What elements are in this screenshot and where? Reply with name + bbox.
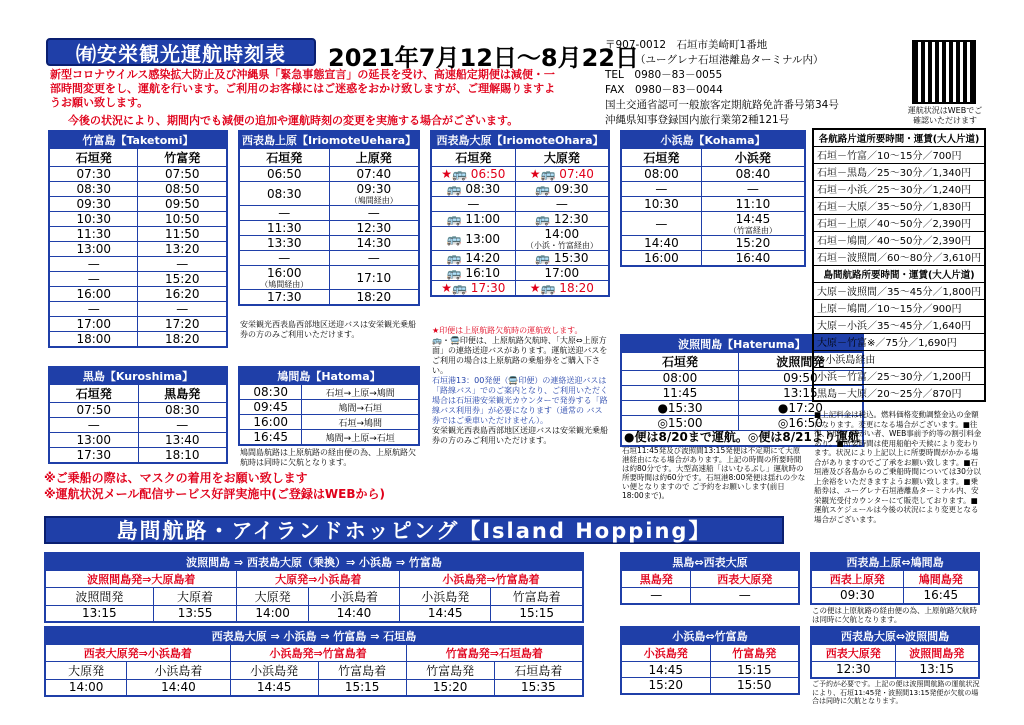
col-header: 石垣発: [49, 385, 138, 403]
col-header: 西表大原発: [691, 571, 799, 588]
uehara-note: 安栄観光西表島西部地区送迎バスは安栄観光乗船券の方のみご利用いただけます。: [240, 320, 416, 339]
time-cell: 14:00: [45, 680, 127, 696]
building: （ユーグレナ石垣港離島ターミナル内）: [635, 54, 824, 66]
ohara-timetable: [430, 130, 610, 297]
fax: FAX 0980－83－0044: [605, 84, 723, 96]
col-header: 小浜島着: [308, 588, 399, 606]
time-cell: 13:15: [738, 386, 862, 401]
time-cell: 13:15: [45, 606, 153, 622]
fare-row: [813, 384, 985, 401]
time-cell: 🚌 11:00: [431, 212, 515, 227]
col-header: 大原着: [153, 588, 237, 606]
col-header: 小浜島発: [621, 645, 710, 662]
hateruma-legend: ●便は8/20まで運航。◎便は8/21より運航: [621, 431, 863, 446]
time-cell: ◎15:00: [621, 416, 738, 431]
time-cell: —: [621, 212, 701, 236]
segment-title: 小浜島発⇒竹富島着: [230, 645, 406, 662]
hateruma-note: 石垣11:45発及び波照間13:15発便は不定期にて大原港経由になる場合があります。上記の時間の所要時間は約80分です。大型高速船「はいむるぶし」運航時の所要時間は約60分です。石垣港8:00発便は揺れの少ない便となりますので ご予約をお願いします(前日18:00まで)。: [622, 446, 806, 500]
time-cell: 15:20: [621, 678, 710, 694]
kuroshima-timetable: [48, 366, 228, 464]
timetable-row: [431, 182, 609, 197]
fare-notes: ■上記料金は税込。燃料価格変動調整金込の金額になります。変更になる場合がございます。■往復、団体、障がい者、WEB事前予約等の割引料金あり。■所要時間は使用船舶や天候により変わります。状況により上記以上に所要時間がかかる場合がありますのでご了承をお願い致します。■石垣港及び各島からのご乗船時間については30分以上余裕をいただきますようお願い致します。■乗船券は、ユーグレナ石垣港離島ターミナル内、安栄観光受付カウンターにて販売しております。■運航スケジュールは今後の状況により変更となる場合がございます。: [814, 410, 982, 524]
time-cell: 15:15: [491, 606, 583, 622]
via-label: （鳩間経由）: [260, 280, 309, 289]
time-cell: ★🚌 06:50: [431, 167, 515, 182]
time-cell: —: [49, 272, 138, 287]
ohara-note-2: 安栄観光西表島西部地区送迎バスは安栄観光乗船券の方のみご利用いただけます。: [432, 426, 608, 445]
segment-title: 波照間島発⇒大原島着: [45, 571, 237, 588]
col-header: 鳩間島発: [903, 571, 979, 588]
timetable-row: [621, 212, 805, 236]
timetable-row: [239, 415, 419, 430]
timetable-row: [49, 332, 227, 348]
time-cell: 09:50: [738, 371, 862, 386]
kuroshima-title: 黒島【Kuroshima】: [49, 367, 227, 385]
fare-cell: 石垣－小浜／25～30分／1,240円: [813, 180, 985, 197]
time-cell: 🚌 14:20: [431, 251, 515, 266]
fare-cell: 大原－波照間／35～45分／1,800円: [813, 282, 985, 299]
col-header: 波照間島発: [895, 645, 979, 662]
fare-row: [813, 146, 985, 163]
time-cell: 10:50: [138, 212, 227, 227]
time-cell: 09:30: [811, 588, 903, 604]
company-info: [605, 38, 905, 128]
time-cell: 15:50: [710, 678, 799, 694]
timetable-row: [239, 182, 419, 206]
timetable-row: [431, 281, 609, 297]
fare-table: [812, 128, 986, 402]
col-header: 波照間発: [45, 588, 153, 606]
hatoma-timetable: [238, 366, 420, 446]
taketomi-rows: [49, 167, 227, 348]
time-cell: —: [329, 251, 419, 266]
fare-header: 各航路片道所要時間・運賃(大人片道): [813, 129, 985, 146]
segment-title: 小浜島発⇒竹富島着: [400, 571, 583, 588]
fare-cell: 石垣－大原／35～50分／1,830円: [813, 197, 985, 214]
hatoma-note: 鳩間島航路は上原航路の経由便の為、上原航路欠航時は同時に欠航となります。: [240, 448, 416, 467]
kohama-rows: [621, 167, 805, 267]
time-cell: 石垣→鳩間: [302, 415, 419, 430]
via-label: （竹富経由）: [728, 226, 777, 235]
time-cell: 17:10: [329, 266, 419, 290]
fare-cell: 石垣－黒島／25～30分／1,340円: [813, 163, 985, 180]
timetable-row: [239, 167, 419, 182]
col-header: 石垣島着: [494, 662, 583, 680]
timetable-row: [49, 302, 227, 317]
time-cell: 鳩間→上原→石垣: [302, 430, 419, 446]
time-cell: 🚌 16:10: [431, 266, 515, 281]
time-cell: 15:20: [406, 680, 494, 696]
timetable-row: [431, 227, 609, 251]
route-title: 小浜島⇔竹富島: [621, 627, 799, 645]
time-cell: 11:30: [49, 227, 138, 242]
fare-row: [813, 231, 985, 248]
time-cell: 08:30: [138, 403, 227, 418]
timetable-row: [239, 400, 419, 415]
col-header: 竹富島着: [491, 588, 583, 606]
timetable-row: [239, 206, 419, 221]
timetable-row: [239, 430, 419, 446]
timetable-row: [239, 266, 419, 290]
kuroshima-rows: [49, 403, 227, 464]
time-cell: 13:00: [49, 433, 138, 448]
time-cell: 09:45: [239, 400, 302, 415]
time-cell: 14:00: [237, 606, 308, 622]
timetable-row: [239, 251, 419, 266]
time-cell: 🚌 15:30: [515, 251, 609, 266]
time-cell: ★🚌 17:30: [431, 281, 515, 297]
via-label: （小浜・竹富経由）: [525, 241, 598, 250]
time-cell: 16:45: [903, 588, 979, 604]
time-cell: —: [239, 206, 329, 221]
time-cell: 17:30: [49, 448, 138, 464]
fare-row: [813, 180, 985, 197]
time-cell: 08:30: [239, 385, 302, 400]
col-header: 石垣発: [621, 353, 738, 371]
time-cell: —: [329, 206, 419, 221]
time-cell: 08:30: [49, 182, 138, 197]
ohara-hateruma-table: [810, 626, 980, 679]
time-cell: 11:50: [138, 227, 227, 242]
timetable-row: [49, 317, 227, 332]
time-cell: 14:45: [400, 606, 491, 622]
segment-title: 大原発⇒小浜島着: [237, 571, 400, 588]
timetable-row: [49, 287, 227, 302]
fare-row: [813, 316, 985, 333]
uehara-title: 西表島上原【IriomoteUehara】: [239, 131, 419, 149]
timetable-row: [239, 236, 419, 251]
time-cell: ●15:30: [621, 401, 738, 416]
footnotes: [44, 470, 385, 502]
timetable-row: [621, 197, 805, 212]
time-cell: 13:55: [153, 606, 237, 622]
time-cell: —: [138, 302, 227, 317]
col-header: 小浜発: [701, 149, 805, 167]
timetable-row: [431, 167, 609, 182]
ohara-note: 🚌・🚍印便は、上原航路欠航時、「大原⇔上原方面」の連絡送迎バスがあります。運航送迎バスをご利用の場合は上原航路の乗船券をご購入下さい。: [432, 336, 608, 375]
timetable-row: [49, 197, 227, 212]
time-cell: 10:30: [621, 197, 701, 212]
fare-rows-a: [813, 146, 985, 265]
time-cell: 15:15: [710, 662, 799, 678]
route-title: 波照間島 ⇒ 西表島大原（乗換）⇒ 小浜島 ⇒ 竹富島: [45, 553, 583, 571]
timetable-row: [239, 221, 419, 236]
fare-cell: ※小浜島経由: [813, 350, 985, 367]
fare-row: [813, 367, 985, 384]
uehara-timetable: [238, 130, 420, 306]
time-cell: —: [621, 588, 691, 604]
notice-text: 新型コロナウイルス感染拡大防止及び沖縄県「緊急事態宣言」の延長を受け、高速船定期便は減便・一部時間変更をし、運航を行います。ご利用のお客様にはご迷惑をおかけ致しますが、ご理解賜りますようお願い致します。: [50, 68, 556, 109]
taketomi-title: 竹富島【Taketomi】: [49, 131, 227, 149]
time-cell: 16:00: [49, 287, 138, 302]
notice-text-2: 今後の状況により、期間内でも減便の追加や運航時刻の変更を実施する場合がございます。: [68, 114, 519, 127]
time-cell: 14:30: [329, 236, 419, 251]
time-cell: 石垣→上原→鳩間: [302, 385, 419, 400]
time-cell: 鳩間→石垣: [302, 400, 419, 415]
time-cell: 11:30: [239, 221, 329, 236]
time-cell: ●17:20: [738, 401, 862, 416]
time-cell: 17:30: [239, 290, 329, 306]
col-header: 石垣発: [239, 149, 329, 167]
qr-code-icon[interactable]: [912, 40, 976, 104]
col-header: 大原発: [45, 662, 127, 680]
time-cell: ◎16:50: [738, 416, 862, 431]
col-header: 竹富島発: [406, 662, 494, 680]
fare-cell: 上原－鳩間／10～15分／900円: [813, 299, 985, 316]
time-cell: 07:40: [329, 167, 419, 182]
col-header: 竹富発: [138, 149, 227, 167]
col-header: 西表上原発: [811, 571, 903, 588]
fare-cell: 大原－小浜／35～45分／1,640円: [813, 316, 985, 333]
timetable-row: [49, 212, 227, 227]
segment-title: 竹富島発⇒石垣島着: [406, 645, 583, 662]
hopping-route-1: [44, 552, 584, 623]
schedule-period: 2021年7月12日～8月22日: [328, 44, 639, 72]
time-cell: —: [49, 418, 138, 433]
segment-title: 西表大原発⇒小浜島着: [45, 645, 230, 662]
time-cell: 12:30: [811, 662, 895, 678]
time-cell: 13:00: [49, 242, 138, 257]
time-cell: 08:00: [621, 371, 738, 386]
time-cell: 15:35: [494, 680, 583, 696]
time-cell: —: [431, 197, 515, 212]
time-cell: 14:40: [127, 680, 230, 696]
fare-cell: 石垣－鳩間／40～50分／2,390円: [813, 231, 985, 248]
ohara-hateruma-note: ご予約が必要です。上記の便は波照間航路の運航状況により、石垣11:45発・波照間13:15発便が欠航の場合は同時に欠航となります。: [812, 680, 980, 705]
kohama-timetable: [620, 130, 806, 267]
time-cell: 08:40: [701, 167, 805, 182]
col-header: 小浜島発: [230, 662, 318, 680]
time-cell: ★🚌 07:40: [515, 167, 609, 182]
hateruma-title: 波照間島【Hateruma】: [621, 335, 863, 353]
fare-row: [813, 197, 985, 214]
time-cell: 07:50: [49, 403, 138, 418]
timetable-row: [431, 197, 609, 212]
qr-caption: 運航状況はWEBでご確認いただけます: [907, 106, 983, 125]
footnote-mail: ※運航状況メール配信サービス好評実施中(ご登録はWEBから): [44, 487, 385, 501]
hatoma-rows: [239, 385, 419, 446]
time-cell: 14:40: [621, 236, 701, 251]
time-cell: 08:30: [239, 182, 329, 206]
time-cell: 13:20: [138, 242, 227, 257]
kohama-title: 小浜島【Kohama】: [621, 131, 805, 149]
fare-cell: 石垣－波照間／60～80分／3,610円: [813, 248, 985, 265]
time-cell: 14:00 （小浜・竹富経由）: [515, 227, 609, 251]
time-cell: 16:20: [138, 287, 227, 302]
kuroshima-ohara-table: [620, 552, 800, 605]
fare-row: [813, 350, 985, 367]
timetable-row: [431, 212, 609, 227]
time-cell: ★🚌 18:20: [515, 281, 609, 297]
time-cell: 14:45: [230, 680, 318, 696]
page-title: ㈲安栄観光運航時刻表: [46, 38, 316, 66]
hopping-route-2: [44, 626, 584, 697]
time-cell: 15:20: [138, 272, 227, 287]
time-cell: 14:45 （竹富経由）: [701, 212, 805, 236]
via-label: （鳩間経由）: [349, 196, 398, 205]
timetable-row: [49, 433, 227, 448]
time-cell: 09:30: [49, 197, 138, 212]
time-cell: 16:45: [239, 430, 302, 446]
kohama-taketomi-table: [620, 626, 800, 695]
time-cell: 16:40: [701, 251, 805, 267]
time-cell: 🚌 09:30: [515, 182, 609, 197]
time-cell: —: [49, 302, 138, 317]
fare-cell: 大原－竹富※／75分／1,690円: [813, 333, 985, 350]
time-cell: 13:30: [239, 236, 329, 251]
col-header: 黒島発: [621, 571, 691, 588]
col-header: 大原発: [237, 588, 308, 606]
time-cell: 13:40: [138, 433, 227, 448]
time-cell: 🚌 13:00: [431, 227, 515, 251]
timetable-row: [49, 272, 227, 287]
time-cell: 17:00: [515, 266, 609, 281]
ohara-notes: [432, 326, 610, 446]
time-cell: —: [691, 588, 799, 604]
time-cell: 18:10: [138, 448, 227, 464]
timetable-row: [49, 227, 227, 242]
route-title: 西表島大原⇔波照間島: [811, 627, 979, 645]
time-cell: 18:20: [329, 290, 419, 306]
time-cell: 🚌 08:30: [431, 182, 515, 197]
route-title: 黒島⇔西表大原: [621, 553, 799, 571]
timetable-row: [431, 251, 609, 266]
time-cell: 14:40: [308, 606, 399, 622]
time-cell: 08:50: [138, 182, 227, 197]
timetable-row: [621, 182, 805, 197]
col-header: 西表大原発: [811, 645, 895, 662]
time-cell: 16:00: [239, 415, 302, 430]
license-2: 沖縄県知事登録国内旅行業第2種121号: [605, 114, 790, 126]
license-1: 国土交通省認可一般旅客定期航路免許番号第34号: [605, 99, 839, 111]
time-cell: 16:00: [621, 251, 701, 267]
ohara-note-blue: 石垣港13：00発便（🚍印便）の連絡送迎バスは「路線バス」でのご案内となり、ご利用いただく場合は石垣港安栄観光カウンターで発券する「路線バス利用券」が必要になります（通常の バス券ではご乗車いただけません）。: [432, 376, 608, 425]
fare-cell: 石垣－竹富／10～15分／700円: [813, 146, 985, 163]
time-cell: —: [239, 251, 329, 266]
island-hopping-title: 島間航路・アイランドホッピング【Island Hopping】: [44, 516, 784, 544]
time-cell: 12:30: [329, 221, 419, 236]
time-cell: 11:45: [621, 386, 738, 401]
timetable-row: [49, 403, 227, 418]
timetable-row: [621, 167, 805, 182]
time-cell: 17:00: [49, 317, 138, 332]
time-cell: —: [515, 197, 609, 212]
time-cell: —: [621, 182, 701, 197]
time-cell: 09:30 （鳩間経由）: [329, 182, 419, 206]
route-title: 西表島大原 ⇒ 小浜島 ⇒ 竹富島 ⇒ 石垣島: [45, 627, 583, 645]
col-header: 小浜島発: [400, 588, 491, 606]
time-cell: 15:15: [318, 680, 406, 696]
fare-row: [813, 163, 985, 180]
col-header: 石垣発: [621, 149, 701, 167]
timetable-row: [239, 290, 419, 306]
fare-cell: 石垣－上原／40～50分／2,390円: [813, 214, 985, 231]
time-cell: 09:50: [138, 197, 227, 212]
fare-rows-b: [813, 282, 985, 401]
fare-row: [813, 214, 985, 231]
route-title: 西表島上原⇔鳩間島: [811, 553, 979, 571]
time-cell: 10:30: [49, 212, 138, 227]
timetable-row: [239, 385, 419, 400]
time-cell: 🚌 12:30: [515, 212, 609, 227]
time-cell: 15:20: [701, 236, 805, 251]
time-cell: 13:15: [895, 662, 979, 678]
col-header: 石垣発: [49, 149, 138, 167]
fare-header-2: 島間航路所要時間・運賃(大人片道): [813, 265, 985, 282]
fare-cell: 黒島－大原／20～25分／870円: [813, 384, 985, 401]
timetable-row: [621, 251, 805, 267]
footnote-mask: ※ご乗船の際は、マスクの着用をお願い致します: [44, 471, 308, 485]
tel: TEL 0980－83－0055: [605, 69, 723, 81]
time-cell: 16:00 （鳩間経由）: [239, 266, 329, 290]
fare-row: [813, 333, 985, 350]
time-cell: 18:20: [138, 332, 227, 348]
timetable-row: [49, 182, 227, 197]
address: 〒907-0012 石垣市美崎町1番地: [605, 39, 768, 51]
uehara-rows: [239, 167, 419, 306]
time-cell: —: [49, 257, 138, 272]
fare-cell: 小浜－竹富／25～30分／1,200円: [813, 367, 985, 384]
col-header: 竹富島発: [710, 645, 799, 662]
timetable-row: [49, 448, 227, 464]
time-cell: 11:10: [701, 197, 805, 212]
ohara-title: 西表島大原【IriomoteOhara】: [431, 131, 609, 149]
timetable-row: [431, 266, 609, 281]
timetable-row: [49, 242, 227, 257]
ohara-rows: [431, 167, 609, 297]
time-cell: 07:30: [49, 167, 138, 182]
time-cell: 06:50: [239, 167, 329, 182]
taketomi-timetable: [48, 130, 228, 348]
time-cell: —: [138, 418, 227, 433]
time-cell: —: [701, 182, 805, 197]
col-header: 大原発: [515, 149, 609, 167]
col-header: 黒島発: [138, 385, 227, 403]
col-header: 石垣発: [431, 149, 515, 167]
timetable-row: [621, 236, 805, 251]
time-cell: 08:00: [621, 167, 701, 182]
uehara-hatoma-note: この便は上原航路の経由便の為、上原航路欠航時は同時に欠航となります。: [812, 606, 977, 624]
time-cell: 18:00: [49, 332, 138, 348]
time-cell: 07:50: [138, 167, 227, 182]
uehara-hatoma-table: [810, 552, 980, 605]
col-header: 小浜島着: [127, 662, 230, 680]
fare-row: [813, 248, 985, 265]
time-cell: 17:20: [138, 317, 227, 332]
timetable-row: [49, 257, 227, 272]
timetable-row: [49, 167, 227, 182]
col-header: 竹富島着: [318, 662, 406, 680]
time-cell: 14:45: [621, 662, 710, 678]
time-cell: —: [138, 257, 227, 272]
fare-row: [813, 299, 985, 316]
timetable-row: [49, 418, 227, 433]
col-header: 波照間発: [738, 353, 862, 371]
fare-row: [813, 282, 985, 299]
hatoma-title: 鳩間島【Hatoma】: [239, 367, 419, 385]
col-header: 上原発: [329, 149, 419, 167]
ohara-note-red: ★印便は上原航路欠航時の運航致します。: [432, 326, 583, 335]
